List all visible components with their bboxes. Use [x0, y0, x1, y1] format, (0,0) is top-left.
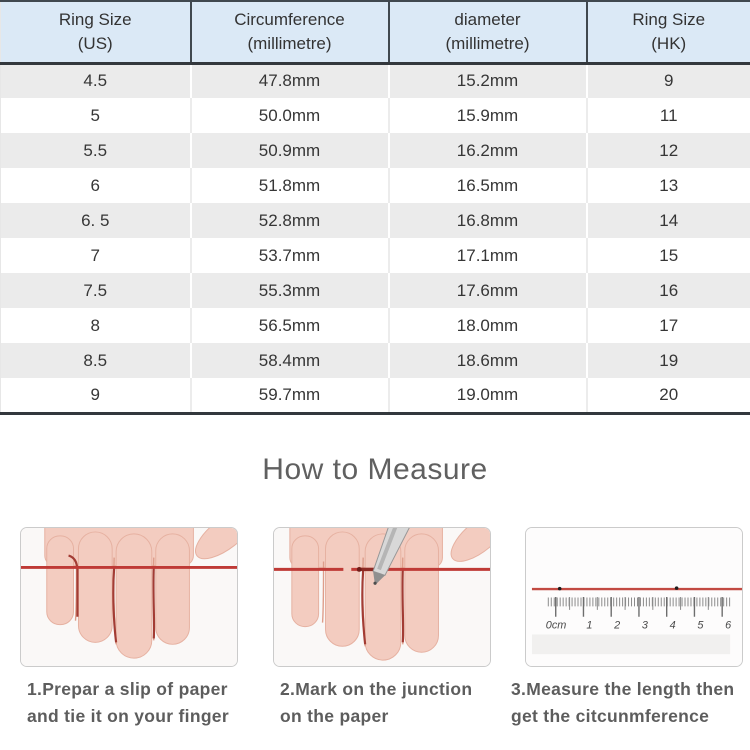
svg-text:4: 4	[669, 619, 676, 632]
step3-ruler-image	[525, 527, 743, 667]
cell-us-size: 8	[90, 315, 100, 335]
step-captions	[0, 676, 750, 746]
header-circumference: Circumference (millimetre)	[191, 1, 389, 63]
cell-hk-size: 12	[587, 133, 750, 168]
table-row	[1, 133, 750, 168]
cell-diameter: 16.8mm	[389, 203, 587, 238]
cell-hk-size: 9	[587, 63, 750, 98]
step2-mark-junction-image	[273, 527, 491, 667]
cell-circumference: 55.3mm	[191, 273, 389, 308]
cell-circumference: 58.4mm	[191, 343, 389, 378]
svg-text:3: 3	[641, 619, 648, 632]
table-row	[1, 203, 750, 238]
cell-us-size: 9	[1, 378, 191, 413]
table-row	[1, 308, 750, 343]
table-row	[1, 238, 750, 273]
measure-step-figures	[0, 527, 750, 667]
section-title: How to Measure	[262, 452, 488, 486]
cell-us-size: 4.5	[83, 71, 108, 91]
cell-circumference: 47.8mm	[191, 63, 389, 98]
table-row	[1, 63, 750, 98]
cell-hk-size: 16	[587, 273, 750, 308]
cell-circumference: 51.8mm	[191, 168, 389, 203]
cell-us-size: 7.5	[83, 280, 108, 300]
hand-with-pen-illustration	[274, 528, 490, 666]
cell-diameter: 15.2mm	[389, 63, 587, 98]
cell-hk-size: 17	[587, 308, 750, 343]
header-ring-size-us: Ring Size (US)	[1, 1, 191, 63]
cell-us-size: 5	[90, 105, 100, 125]
cell-diameter: 19.0mm	[389, 378, 587, 413]
cell-diameter: 16.5mm	[389, 168, 587, 203]
cell-circumference: 56.5mm	[191, 308, 389, 343]
cell-hk-size: 14	[587, 203, 750, 238]
svg-text:2: 2	[614, 619, 621, 632]
svg-text:5: 5	[697, 619, 704, 632]
table-header-row	[1, 1, 750, 63]
cell-hk-size: 20	[587, 378, 750, 413]
svg-text:0cm: 0cm	[545, 619, 567, 632]
svg-text:6: 6	[725, 619, 732, 632]
cell-diameter: 18.0mm	[389, 308, 587, 343]
measure-start-dot	[558, 586, 562, 590]
cell-us-size: 8.5	[83, 350, 108, 370]
cell-diameter: 18.6mm	[389, 343, 587, 378]
header-diameter: diameter (millimetre)	[389, 1, 587, 63]
hand-with-string-illustration	[21, 528, 237, 666]
cell-circumference: 59.7mm	[191, 378, 389, 413]
cell-diameter: 17.6mm	[389, 273, 587, 308]
cell-us-size: 6. 5	[81, 210, 110, 230]
cell-us-size: 7	[90, 245, 100, 265]
ruler-shadow	[532, 634, 730, 654]
ruler-illustration	[526, 528, 742, 666]
cell-circumference: 53.7mm	[191, 238, 389, 273]
cell-diameter: 16.2mm	[389, 133, 587, 168]
cell-hk-size: 13	[587, 168, 750, 203]
table-row	[1, 98, 750, 133]
svg-text:1: 1	[586, 619, 593, 632]
table-row	[1, 378, 750, 413]
cell-us-size: 5.5	[83, 140, 108, 160]
cell-circumference: 50.0mm	[191, 98, 389, 133]
table-row	[1, 343, 750, 378]
cell-diameter: 17.1mm	[389, 238, 587, 273]
cell-circumference: 50.9mm	[191, 133, 389, 168]
cell-hk-size: 19	[587, 343, 750, 378]
step2-caption: 2.Mark on the junction on the paper	[280, 678, 473, 726]
cell-us-size: 6	[90, 175, 100, 195]
step1-caption: 1.Prepar a slip of paper and tie it on your finger	[27, 678, 229, 726]
step3-caption: 3.Measure the length then get the citcunmference	[511, 678, 735, 726]
cell-hk-size: 15	[587, 238, 750, 273]
cell-hk-size: 11	[587, 98, 750, 133]
table-row	[1, 273, 750, 308]
table-row	[1, 168, 750, 203]
step1-hand-string-image	[20, 527, 238, 667]
header-ring-size-hk: Ring Size (HK)	[587, 1, 750, 63]
cell-circumference: 52.8mm	[191, 203, 389, 238]
cell-diameter: 15.9mm	[389, 98, 587, 133]
measure-end-dot	[675, 586, 679, 590]
